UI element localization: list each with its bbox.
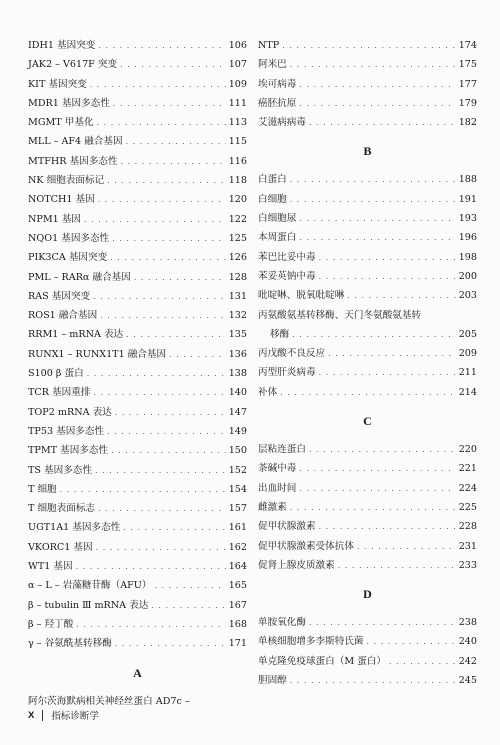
index-term: β – 羟丁酸 xyxy=(28,618,74,630)
index-page-number: 165 xyxy=(228,580,247,592)
index-term: PIK3CA 基因突变 xyxy=(28,252,108,264)
index-term: 白蛋白 xyxy=(258,174,287,186)
leader-dots xyxy=(299,75,455,94)
leader-dots xyxy=(309,113,456,132)
index-entry xyxy=(28,94,247,113)
index-entry-wrapped xyxy=(258,306,477,325)
index-entry xyxy=(28,345,247,364)
index-term: NPM1 基因 xyxy=(28,213,82,225)
leader-dots xyxy=(389,652,456,671)
leader-dots xyxy=(319,517,456,536)
index-page-number: 118 xyxy=(228,175,247,187)
leader-dots xyxy=(120,55,226,74)
leader-dots xyxy=(290,498,456,517)
leader-dots xyxy=(115,403,226,422)
index-entry xyxy=(258,517,477,536)
index-page-number: 245 xyxy=(458,675,477,687)
index-page-number: 171 xyxy=(228,638,247,650)
index-page-number: 209 xyxy=(458,348,477,360)
index-entry xyxy=(258,267,477,286)
index-page-number: 203 xyxy=(458,290,477,302)
leader-dots xyxy=(110,248,225,267)
index-page-number: 128 xyxy=(228,271,247,283)
index-term: 白细胞尿 xyxy=(258,213,297,225)
leader-dots xyxy=(309,613,456,632)
index-page-number: 177 xyxy=(458,78,477,90)
leader-dots xyxy=(282,36,455,55)
index-term: 阿尔茨海默病相关神经丝蛋白 AD7c – xyxy=(28,695,190,707)
index-page-number: 161 xyxy=(228,522,247,534)
index-column-left xyxy=(28,36,247,711)
leader-dots xyxy=(98,36,225,55)
leader-dots xyxy=(299,94,455,113)
index-page-number: 140 xyxy=(228,387,247,399)
index-page-number: 211 xyxy=(458,367,477,379)
leader-dots xyxy=(97,113,226,132)
leader-dots xyxy=(367,632,456,651)
index-term: 阿米巴 xyxy=(258,59,287,71)
index-entry xyxy=(28,596,247,615)
leader-dots xyxy=(290,190,456,209)
index-entry xyxy=(258,94,477,113)
index-page-number: 200 xyxy=(458,270,477,282)
index-entry xyxy=(258,75,477,94)
index-page-number: 233 xyxy=(458,559,477,571)
leader-dots xyxy=(95,461,226,480)
index-term: T 细胞表面标志 xyxy=(28,503,96,515)
leader-dots xyxy=(60,480,226,499)
index-term: 促肾上腺皮质激素 xyxy=(258,559,335,571)
index-entry xyxy=(258,459,477,478)
index-term: RAS 基因突变 xyxy=(28,290,91,302)
leader-dots xyxy=(111,441,226,460)
index-term: 层粘连蛋白 xyxy=(258,444,306,456)
index-list-right-top xyxy=(258,36,477,132)
index-entry-wrapped-cont xyxy=(258,325,477,344)
index-page-number: 240 xyxy=(458,636,477,648)
index-term: MDR1 基因多态性 xyxy=(28,97,110,109)
index-entry xyxy=(28,36,247,55)
leader-dots xyxy=(90,75,226,94)
index-term: IDH1 基因突变 xyxy=(28,40,96,51)
index-page-number: 131 xyxy=(228,290,247,302)
leader-dots xyxy=(299,459,455,478)
index-term: NTP xyxy=(258,40,280,51)
index-page-number: 154 xyxy=(228,483,247,495)
index-entry xyxy=(258,55,477,74)
leader-dots xyxy=(123,518,225,537)
index-entry xyxy=(28,152,247,171)
index-page-number: 179 xyxy=(458,97,477,109)
leader-dots xyxy=(299,209,455,228)
index-page-number: 107 xyxy=(228,59,247,71)
index-entry xyxy=(28,461,247,480)
index-term: 单克隆免疫球蛋白（M 蛋白） xyxy=(258,655,386,667)
leader-dots xyxy=(98,190,226,209)
index-term: JAK2 – V617F 突变 xyxy=(28,59,118,71)
index-term: 单胺氧化酶 xyxy=(258,617,306,629)
index-page-number: 198 xyxy=(458,251,477,263)
section-heading-a: A xyxy=(133,665,142,680)
leader-dots xyxy=(121,152,226,171)
index-page-number: 135 xyxy=(228,329,247,341)
index-term: RRM1 – mRNA 表达 xyxy=(28,329,124,341)
index-entry xyxy=(28,480,247,499)
index-entry xyxy=(28,634,247,653)
index-term: MLL – AF4 融合基因 xyxy=(28,136,123,148)
leader-dots xyxy=(84,210,226,229)
index-page-number: 162 xyxy=(228,541,247,553)
section-heading-d: D xyxy=(363,587,372,602)
index-page-number: 132 xyxy=(228,310,247,322)
index-entry xyxy=(28,422,247,441)
index-page-number: 125 xyxy=(228,232,247,244)
index-entry xyxy=(28,615,247,634)
page-footer xyxy=(28,708,99,722)
index-term: WT1 基因 xyxy=(28,561,73,573)
footer-divider xyxy=(42,710,43,721)
index-term: 癌胚抗原 xyxy=(258,97,297,109)
leader-dots xyxy=(76,615,225,634)
index-term: NOTCH1 基因 xyxy=(28,194,95,206)
index-entry xyxy=(258,363,477,382)
index-page-number: 231 xyxy=(458,540,477,552)
index-entry xyxy=(28,364,247,383)
leader-dots xyxy=(126,132,226,151)
index-entry xyxy=(28,229,247,248)
index-term: 胆固醇 xyxy=(258,675,287,687)
index-page-number: 113 xyxy=(228,117,247,129)
leader-dots xyxy=(319,267,456,286)
index-term: RUNX1 – RUNX1T1 融合基因 xyxy=(28,348,167,360)
index-term: 丙型肝炎病毒 xyxy=(258,367,316,379)
index-entry xyxy=(28,576,247,595)
index-page-number: 196 xyxy=(458,232,477,244)
footer-page-number: X xyxy=(28,709,35,721)
leader-dots xyxy=(107,171,226,190)
index-entry xyxy=(28,248,247,267)
index-page-number: 111 xyxy=(228,97,247,109)
index-term: 茶碱中毒 xyxy=(258,463,297,475)
index-page-number: 188 xyxy=(458,174,477,186)
leader-dots xyxy=(107,422,226,441)
index-term: NK 细胞表面标记 xyxy=(28,175,105,187)
leader-dots xyxy=(98,499,226,518)
index-term: TP53 基因多态性 xyxy=(28,425,105,437)
index-entry xyxy=(258,632,477,651)
leader-dots xyxy=(347,286,455,305)
index-entry xyxy=(28,383,247,402)
index-term: 本周蛋白 xyxy=(258,232,297,244)
index-column-right xyxy=(258,36,477,690)
index-page-number: 214 xyxy=(458,386,477,398)
index-term: TOP2 mRNA 表达 xyxy=(28,406,112,418)
leader-dots xyxy=(100,306,225,325)
index-page-number: 167 xyxy=(228,599,247,611)
leader-dots xyxy=(328,344,456,363)
index-entry xyxy=(28,306,247,325)
leader-dots xyxy=(115,634,226,653)
leader-dots xyxy=(357,537,456,556)
index-term: 苯巴比妥中毒 xyxy=(258,251,316,263)
index-entry xyxy=(258,671,477,690)
leader-dots xyxy=(96,538,226,557)
leader-dots xyxy=(299,479,455,498)
index-entry xyxy=(28,441,247,460)
leader-dots xyxy=(292,325,456,344)
index-term: MTFHR 基因多态性 xyxy=(28,155,118,167)
index-entry xyxy=(258,190,477,209)
index-page-number: 182 xyxy=(458,117,477,129)
leader-dots xyxy=(93,287,226,306)
index-entry xyxy=(258,498,477,517)
index-entry xyxy=(28,190,247,209)
index-page-number: 152 xyxy=(228,464,247,476)
index-term: 苯妥英钠中毒 xyxy=(258,270,316,282)
index-term: VKORC1 基因 xyxy=(28,541,93,553)
index-term: 雌激素 xyxy=(258,501,287,513)
leader-dots xyxy=(309,440,456,459)
index-page-number: 122 xyxy=(228,213,247,225)
leader-dots xyxy=(93,383,225,402)
index-entry xyxy=(28,518,247,537)
index-page-number: 168 xyxy=(228,618,247,630)
index-entry xyxy=(28,557,247,576)
index-entry xyxy=(28,55,247,74)
index-page-number: 205 xyxy=(458,328,477,340)
index-page-number: 193 xyxy=(458,213,477,225)
index-term: S100 β 蛋白 xyxy=(28,368,84,380)
index-term: MGMT 甲基化 xyxy=(28,117,94,129)
leader-dots xyxy=(76,557,226,576)
index-term: β – tubulin Ⅲ mRNA 表达 xyxy=(28,599,149,611)
index-entry xyxy=(28,325,247,344)
index-page-number: 242 xyxy=(458,655,477,667)
index-term: 丙戊酸不良反应 xyxy=(258,348,326,360)
index-entry xyxy=(28,287,247,306)
index-entry xyxy=(258,613,477,632)
leader-dots xyxy=(112,229,225,248)
index-term: KIT 基因突变 xyxy=(28,78,87,90)
index-list-b xyxy=(258,170,477,305)
index-entry xyxy=(258,479,477,498)
index-page-number: 224 xyxy=(458,482,477,494)
index-entry xyxy=(258,209,477,228)
index-entry xyxy=(28,132,247,151)
index-term: α – L – 岩藻糖苷酶（AFU） xyxy=(28,580,152,592)
index-term: 艾滋病病毒 xyxy=(258,117,306,129)
index-term: 吡啶啉、脱氧吡啶啉 xyxy=(258,290,345,302)
index-page-number: 149 xyxy=(228,425,247,437)
index-term: γ – 谷氨酰基转移酶 xyxy=(28,638,112,650)
index-term: 单核细胞增多李斯特氏菌 xyxy=(258,636,364,648)
index-term: UGT1A1 基因多态性 xyxy=(28,522,121,534)
leader-dots xyxy=(154,576,225,595)
index-page-number: 109 xyxy=(228,78,247,90)
leader-dots xyxy=(169,345,226,364)
index-term: NQO1 基因多态性 xyxy=(28,232,110,244)
section-heading-b: B xyxy=(363,144,372,159)
index-page-number: 175 xyxy=(458,59,477,71)
index-list-c xyxy=(258,440,477,575)
index-page-number: 126 xyxy=(228,252,247,264)
index-page-number: 115 xyxy=(228,136,247,148)
index-page-number: 238 xyxy=(458,617,477,629)
index-page-number: 138 xyxy=(228,368,247,380)
leader-dots xyxy=(126,325,226,344)
index-term: 白细胞 xyxy=(258,193,287,205)
index-page-number: 106 xyxy=(228,40,247,51)
leader-dots xyxy=(299,228,455,247)
leader-dots xyxy=(87,364,226,383)
index-page-number: 228 xyxy=(458,521,477,533)
index-term: 埃可病毒 xyxy=(258,78,297,90)
index-entry xyxy=(258,228,477,247)
index-entry xyxy=(258,344,477,363)
index-page-number: 164 xyxy=(228,561,247,573)
index-term: TPMT 基因多态性 xyxy=(28,445,109,457)
index-entry xyxy=(258,383,477,402)
index-entry xyxy=(28,538,247,557)
leader-dots xyxy=(338,556,456,575)
index-page-number: 220 xyxy=(458,444,477,456)
index-entry xyxy=(28,403,247,422)
index-entry xyxy=(28,113,247,132)
leader-dots xyxy=(113,94,226,113)
index-entry xyxy=(258,113,477,132)
index-term: TS 基因多态性 xyxy=(28,464,92,476)
index-entry xyxy=(258,556,477,575)
index-page-number: 136 xyxy=(228,348,247,360)
leader-dots xyxy=(290,170,456,189)
index-term: PML – RARα 融合基因 xyxy=(28,271,131,283)
index-entry xyxy=(258,286,477,305)
index-term: 出血时间 xyxy=(258,482,297,494)
leader-dots xyxy=(134,268,226,287)
leader-dots xyxy=(319,248,456,267)
leader-dots xyxy=(290,55,456,74)
index-term: 补体 xyxy=(258,386,278,398)
index-entry xyxy=(258,652,477,671)
index-page-number: 157 xyxy=(228,503,247,515)
index-term: 移酶 xyxy=(270,328,290,340)
leader-dots xyxy=(151,596,225,615)
index-entry xyxy=(258,170,477,189)
leader-dots xyxy=(280,383,456,402)
index-term: 促甲状腺激素 xyxy=(258,521,316,533)
index-entry xyxy=(28,75,247,94)
index-term: 丙氨酸氨基转移酶、天门冬氨酸氨基转 xyxy=(258,309,422,321)
index-page-number: 225 xyxy=(458,501,477,513)
index-list-d xyxy=(258,613,477,690)
index-page-number: 174 xyxy=(458,40,477,51)
index-term: T 细胞 xyxy=(28,483,57,495)
index-page-number: 221 xyxy=(458,463,477,475)
index-page-number: 120 xyxy=(228,194,247,206)
index-entry xyxy=(258,440,477,459)
leader-dots xyxy=(319,363,456,382)
index-term: TCR 基因重排 xyxy=(28,387,91,399)
section-heading-c: C xyxy=(363,414,372,429)
index-entry xyxy=(28,499,247,518)
index-page-number: 116 xyxy=(228,155,247,167)
leader-dots xyxy=(290,671,456,690)
index-term: ROS1 融合基因 xyxy=(28,310,98,322)
index-entry xyxy=(258,537,477,556)
index-entry xyxy=(28,210,247,229)
index-list-left xyxy=(28,36,247,654)
index-page-number: 147 xyxy=(228,406,247,418)
footer-book-title: 指标诊断学 xyxy=(51,711,99,722)
index-entry xyxy=(258,36,477,55)
index-list-b2 xyxy=(258,344,477,402)
index-entry xyxy=(258,248,477,267)
index-page-number: 150 xyxy=(228,445,247,457)
index-entry xyxy=(28,171,247,190)
index-term: 促甲状腺激素受体抗体 xyxy=(258,540,354,552)
index-entry xyxy=(28,268,247,287)
index-page-number: 191 xyxy=(458,193,477,205)
